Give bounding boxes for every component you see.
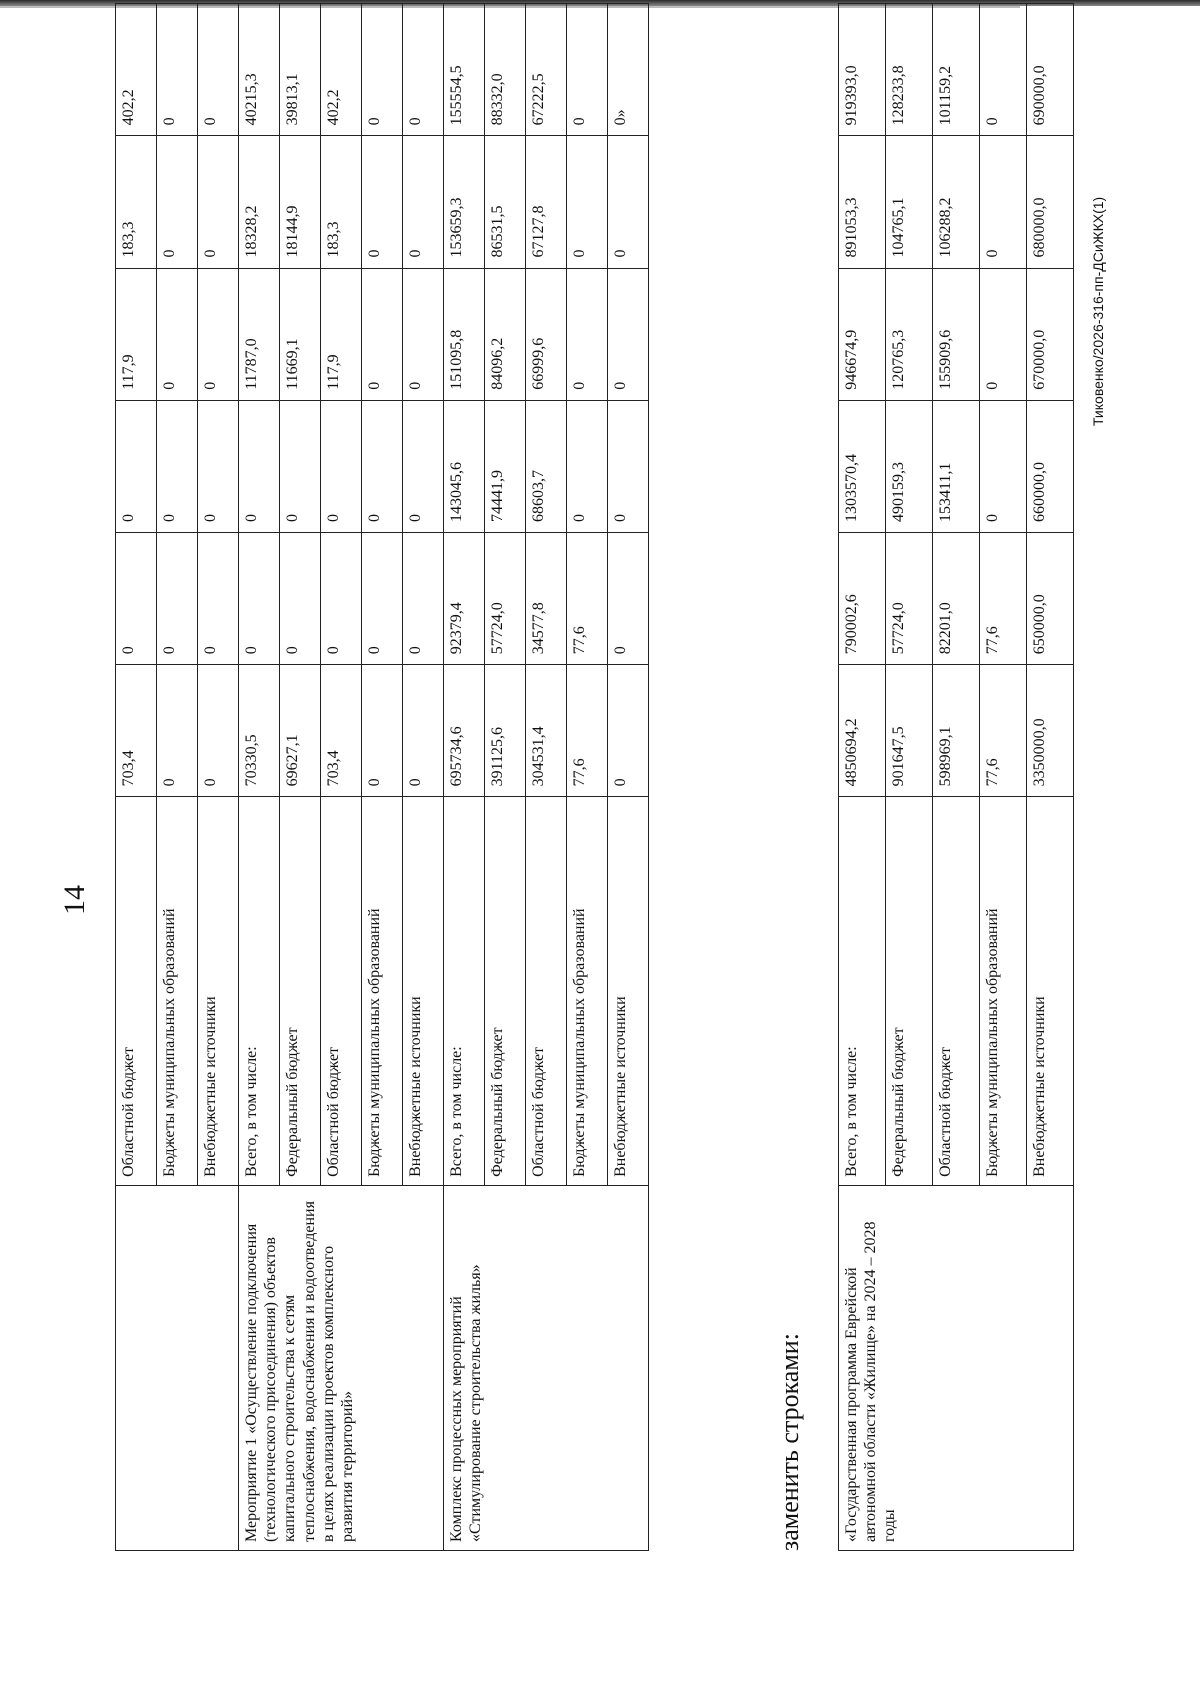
- amount-cell: 88332,0: [485, 4, 526, 136]
- amount-cell: 151095,8: [444, 268, 485, 400]
- amount-cell: 703,4: [321, 665, 362, 797]
- amount-cell: 74441,9: [485, 400, 526, 532]
- rotated-page: [0, 1, 1200, 1701]
- amount-cell: 77,6: [567, 532, 608, 664]
- amount-cell: 120765,3: [886, 268, 933, 400]
- amount-cell: 0: [362, 400, 403, 532]
- amount-cell: 0: [198, 4, 239, 136]
- amount-cell: 402,2: [116, 4, 157, 136]
- amount-cell: 0: [567, 4, 608, 136]
- table-row: [116, 4, 157, 1551]
- amount-cell: 82201,0: [933, 532, 980, 664]
- funding-source-cell: Бюджеты муниципальных образований: [362, 797, 403, 1186]
- amount-cell: 660000,0: [1027, 400, 1074, 532]
- amount-cell: 0: [280, 532, 321, 664]
- amount-cell: 0: [567, 400, 608, 532]
- amount-cell: 11669,1: [280, 268, 321, 400]
- amount-cell: 0: [362, 136, 403, 268]
- amount-cell: 402,2: [321, 4, 362, 136]
- amount-cell: 0: [362, 4, 403, 136]
- amount-cell: 0: [403, 400, 444, 532]
- funding-source-cell: Внебюджетные источники: [608, 797, 649, 1186]
- budget-table-replacement: [838, 3, 1074, 1551]
- amount-cell: 77,6: [980, 665, 1027, 797]
- amount-cell: 183,3: [116, 136, 157, 268]
- amount-cell: 69627,1: [280, 665, 321, 797]
- amount-cell: 0: [608, 665, 649, 797]
- amount-cell: 0: [608, 268, 649, 400]
- amount-cell: 0: [198, 136, 239, 268]
- amount-cell: 11787,0: [239, 268, 280, 400]
- amount-cell: 0: [157, 665, 198, 797]
- amount-cell: 0: [157, 532, 198, 664]
- amount-cell: 0: [608, 532, 649, 664]
- amount-cell: 690000,0: [1027, 4, 1074, 136]
- amount-cell: 128233,8: [886, 4, 933, 136]
- amount-cell: 183,3: [321, 136, 362, 268]
- amount-cell: 0: [403, 4, 444, 136]
- amount-cell: 680000,0: [1027, 136, 1074, 268]
- amount-cell: 4850694,2: [839, 665, 886, 797]
- amount-cell: 0: [403, 136, 444, 268]
- amount-cell: 70330,5: [239, 665, 280, 797]
- amount-cell: 670000,0: [1027, 268, 1074, 400]
- amount-cell: 57724,0: [886, 532, 933, 664]
- amount-cell: 0: [608, 136, 649, 268]
- table-row: [839, 4, 886, 1551]
- funding-source-cell: Всего, в том числе:: [239, 797, 280, 1186]
- funding-source-cell: Бюджеты муниципальных образований: [157, 797, 198, 1186]
- funding-source-cell: Федеральный бюджет: [280, 797, 321, 1186]
- amount-cell: 3350000,0: [1027, 665, 1074, 797]
- amount-cell: 104765,1: [886, 136, 933, 268]
- amount-cell: 34577,8: [526, 532, 567, 664]
- funding-source-cell: Всего, в том числе:: [839, 797, 886, 1186]
- amount-cell: 790002,6: [839, 532, 886, 664]
- amount-cell: 66999,6: [526, 268, 567, 400]
- amount-cell: 0: [157, 4, 198, 136]
- amount-cell: 0: [980, 400, 1027, 532]
- amount-cell: 18144,9: [280, 136, 321, 268]
- amount-cell: 0: [980, 268, 1027, 400]
- amount-cell: 86531,5: [485, 136, 526, 268]
- amount-cell: 101159,2: [933, 4, 980, 136]
- amount-cell: 67127,8: [526, 136, 567, 268]
- amount-cell: 0: [362, 532, 403, 664]
- amount-cell: 92379,4: [444, 532, 485, 664]
- budget-table-continuation: [115, 3, 649, 1551]
- document-footer: Тиковенко/2026-316-пп-ДСиЖКХ(1): [1090, 196, 1106, 426]
- amount-cell: 901647,5: [886, 665, 933, 797]
- program-name-cell: «Государственная программа Еврейской автономной области «Жилище» на 2024 – 2028 годы: [839, 1185, 1074, 1550]
- amount-cell: 155554,5: [444, 4, 485, 136]
- funding-source-cell: Внебюджетные источники: [198, 797, 239, 1186]
- amount-cell: 0: [362, 665, 403, 797]
- amount-cell: 0: [980, 136, 1027, 268]
- measure-name-cell: Мероприятие 1 «Осуществление подключения (технологического присоединения) объектов капитального строительства к сетям теплоснабжения, водоснабжения и водоотведения в целях реализации проектов комплексного развития территорий»: [239, 1185, 444, 1550]
- amount-cell: 703,4: [116, 665, 157, 797]
- amount-cell: 490159,3: [886, 400, 933, 532]
- amount-cell: 153411,1: [933, 400, 980, 532]
- amount-cell: 0: [116, 400, 157, 532]
- amount-cell: 84096,2: [485, 268, 526, 400]
- amount-cell: 143045,6: [444, 400, 485, 532]
- replace-instruction: заменить строками:: [775, 1333, 804, 1551]
- amount-cell: 0: [321, 532, 362, 664]
- funding-source-cell: Всего, в том числе:: [444, 797, 485, 1186]
- funding-source-cell: Бюджеты муниципальных образований: [567, 797, 608, 1186]
- amount-cell: 77,6: [980, 532, 1027, 664]
- table-row: [239, 4, 280, 1551]
- funding-source-cell: Областной бюджет: [321, 797, 362, 1186]
- funding-source-cell: Внебюджетные источники: [403, 797, 444, 1186]
- amount-cell: 0: [198, 665, 239, 797]
- amount-cell: 891053,3: [839, 136, 886, 268]
- amount-cell: 0: [567, 268, 608, 400]
- amount-cell: 598969,1: [933, 665, 980, 797]
- amount-cell: 695734,6: [444, 665, 485, 797]
- amount-cell: 117,9: [116, 268, 157, 400]
- funding-source-cell: Федеральный бюджет: [485, 797, 526, 1186]
- amount-cell: 0: [567, 136, 608, 268]
- amount-cell: 0: [198, 532, 239, 664]
- amount-cell: 18328,2: [239, 136, 280, 268]
- funding-source-cell: Областной бюджет: [933, 797, 980, 1186]
- funding-source-cell: Областной бюджет: [526, 797, 567, 1186]
- amount-cell: 0: [239, 400, 280, 532]
- amount-cell: 117,9: [321, 268, 362, 400]
- amount-cell: 304531,4: [526, 665, 567, 797]
- amount-cell: 0: [157, 268, 198, 400]
- amount-cell: 0: [239, 532, 280, 664]
- amount-cell: 0: [403, 665, 444, 797]
- amount-cell: 40215,3: [239, 4, 280, 136]
- amount-cell: 0: [608, 400, 649, 532]
- amount-cell: 106288,2: [933, 136, 980, 268]
- amount-cell: 155909,6: [933, 268, 980, 400]
- funding-source-cell: Внебюджетные источники: [1027, 797, 1074, 1186]
- complex-name-cell: Комплекс процессных мероприятий «Стимулирование строительства жилья»: [444, 1185, 649, 1550]
- amount-cell: 57724,0: [485, 532, 526, 664]
- empty-name-cell: [116, 1185, 239, 1550]
- amount-cell: 77,6: [567, 665, 608, 797]
- amount-cell: 0: [116, 532, 157, 664]
- amount-cell: 0: [198, 400, 239, 532]
- amount-cell: 650000,0: [1027, 532, 1074, 664]
- page-number: 14: [58, 885, 91, 915]
- amount-cell: 68603,7: [526, 400, 567, 532]
- amount-cell: 0»: [608, 4, 649, 136]
- amount-cell: 0: [362, 268, 403, 400]
- amount-cell: 0: [980, 4, 1027, 136]
- amount-cell: 0: [280, 400, 321, 532]
- funding-source-cell: Областной бюджет: [116, 797, 157, 1186]
- amount-cell: 0: [157, 136, 198, 268]
- table-row: [444, 4, 485, 1551]
- amount-cell: 153659,3: [444, 136, 485, 268]
- amount-cell: 1303570,4: [839, 400, 886, 532]
- amount-cell: 0: [198, 268, 239, 400]
- amount-cell: 391125,6: [485, 665, 526, 797]
- amount-cell: 0: [403, 532, 444, 664]
- funding-source-cell: Бюджеты муниципальных образований: [980, 797, 1027, 1186]
- amount-cell: 0: [321, 400, 362, 532]
- amount-cell: 946674,9: [839, 268, 886, 400]
- amount-cell: 919393,0: [839, 4, 886, 136]
- amount-cell: 39813,1: [280, 4, 321, 136]
- amount-cell: 0: [157, 400, 198, 532]
- funding-source-cell: Федеральный бюджет: [886, 797, 933, 1186]
- amount-cell: 0: [403, 268, 444, 400]
- amount-cell: 67222,5: [526, 4, 567, 136]
